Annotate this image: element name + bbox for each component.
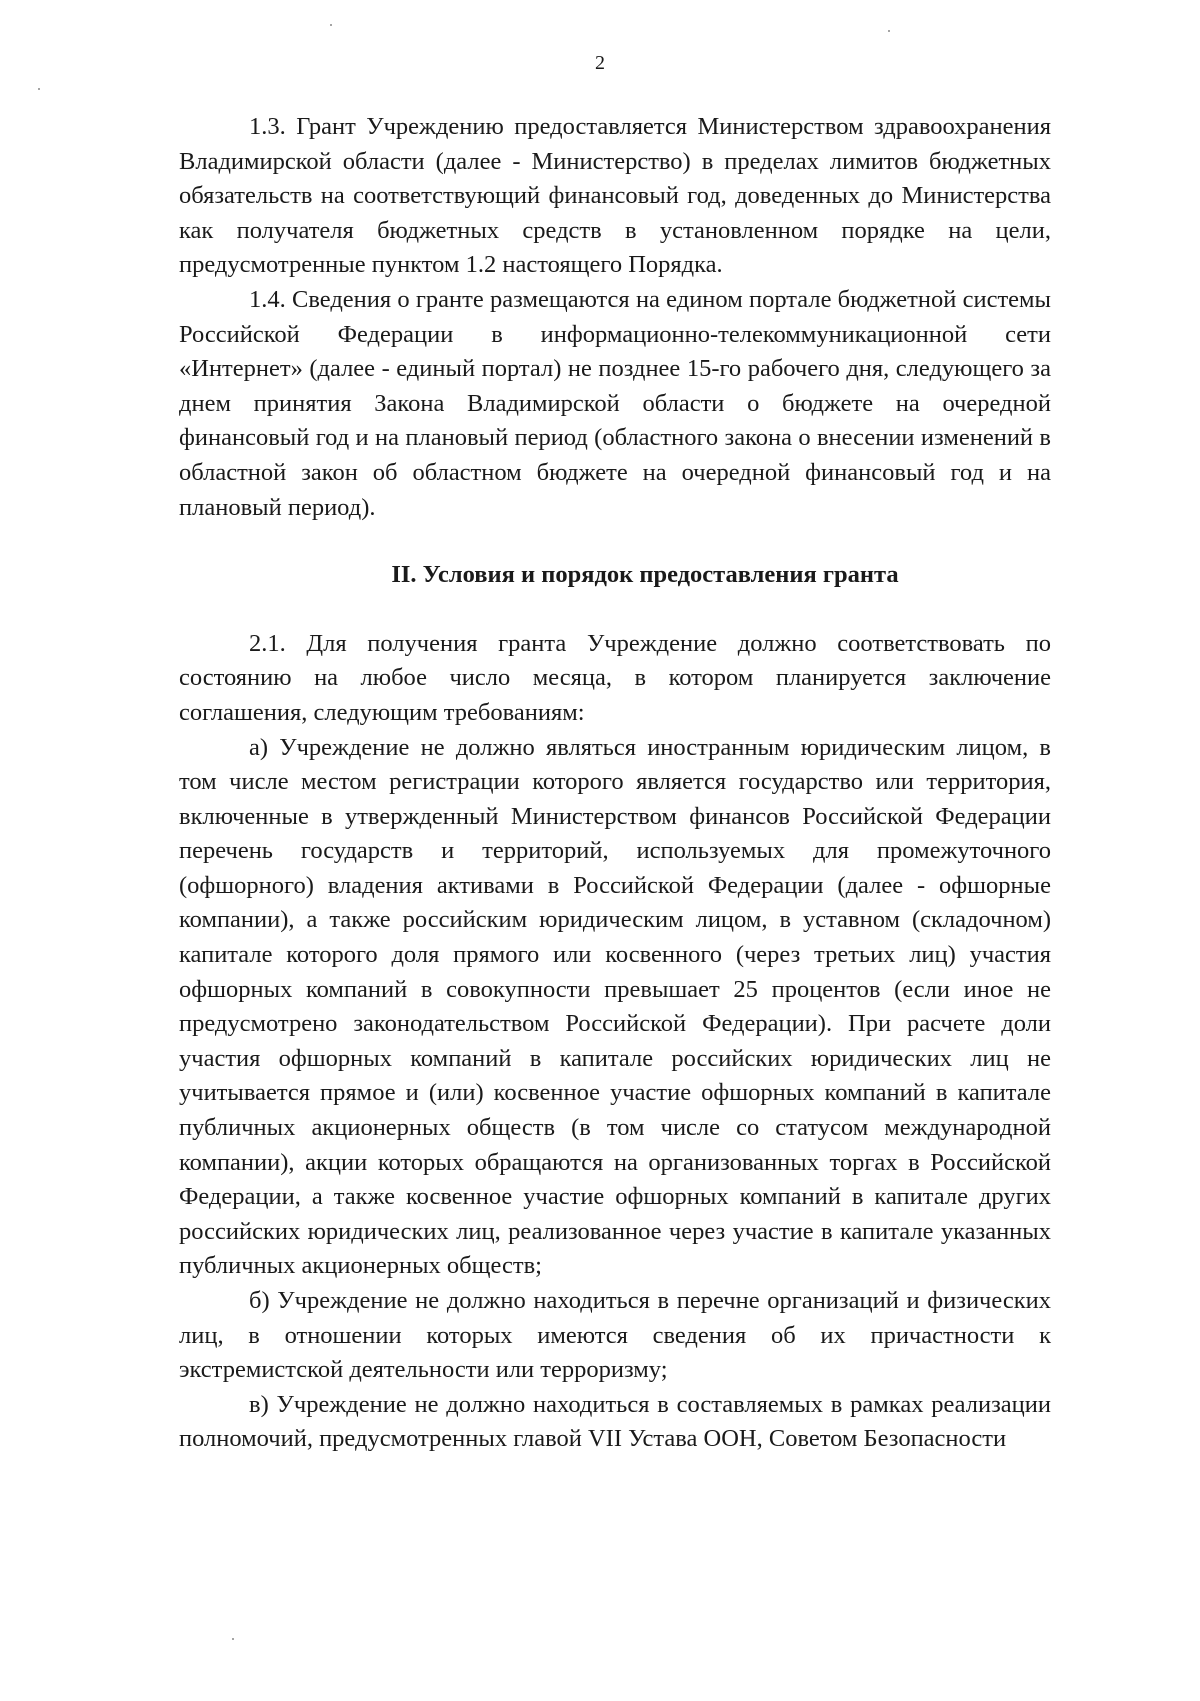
paragraph-1-4: 1.4. Сведения о гранте размещаются на едином портале бюджетной системы Российской Федерации в информационно-телекоммуникационной сети «Интернет» (далее - единый портал) не позднее 15-го рабочего дня, следующего за днем принятия Закона Владимирской области о бюджете на очередной финансовый год и на плановый период (областного закона о внесении изменений в областной закон об областном бюджете на очередной финансовый год и на плановый период). — [179, 285, 1051, 521]
scan-speck — [38, 88, 40, 90]
page-number: 2 — [595, 52, 605, 74]
paragraph-2-1-v: в) Учреждение не должно находиться в составляемых в рамках реализации полномочий, предусмотренных главой VII Устава ООН, Советом Безопасности — [179, 1390, 1051, 1453]
scan-speck — [232, 1638, 234, 1640]
scan-speck — [888, 30, 890, 32]
paragraph-1-3: 1.3. Грант Учреждению предоставляется Министерством здравоохранения Владимирской области (далее - Министерство) в пределах лимитов бюджетных обязательств на соответствующий финансовый год, доведенных до Министерства как получателя бюджетных средств в установленном порядке на цели, предусмотренные пунктом 1.2 настоящего Порядка. — [179, 113, 1051, 279]
section-heading: II. Условия и порядок предоставления гранта — [391, 561, 899, 589]
paragraph-2-1: 2.1. Для получения гранта Учреждение должно соответствовать по состоянию на любое число месяца, в котором планируется заключение соглашения, следующим требованиям: — [179, 629, 1051, 726]
scan-speck — [330, 24, 332, 26]
document-body — [179, 110, 1051, 1457]
paragraph-2-1-a: а) Учреждение не должно являться иностранным юридическим лицом, в том числе местом регистрации которого является государство или территория, включенные в утвержденный Министерством финансов Российской Федерации перечень государств и территорий, используемых для промежуточного (офшорного) владения активами в Российской Федерации (далее - офшорные компании), а также российским юридическим лицом, в уставном (складочном) капитале которого доля прямого или косвенного (через третьих лиц) участия офшорных компаний в совокупности превышает 25 процентов (если иное не предусмотрено законодательством Российской Федерации). При расчете доли участия офшорных компаний в капитале российских юридических лиц не учитывается прямое и (или) косвенное участие офшорных компаний в капитале публичных акционерных обществ (в том числе со статусом международной компании), акции которых обращаются на организованных торгах в Российской Федерации, а также косвенное участие офшорных компаний в капитале других российских юридических лиц, реализованное через участие в капитале указанных публичных акционерных обществ; — [179, 733, 1051, 1280]
paragraph-2-1-b: б) Учреждение не должно находиться в перечне организаций и физических лиц, в отношении которых имеются сведения об их причастности к экстремистской деятельности или терроризму; — [179, 1287, 1051, 1384]
